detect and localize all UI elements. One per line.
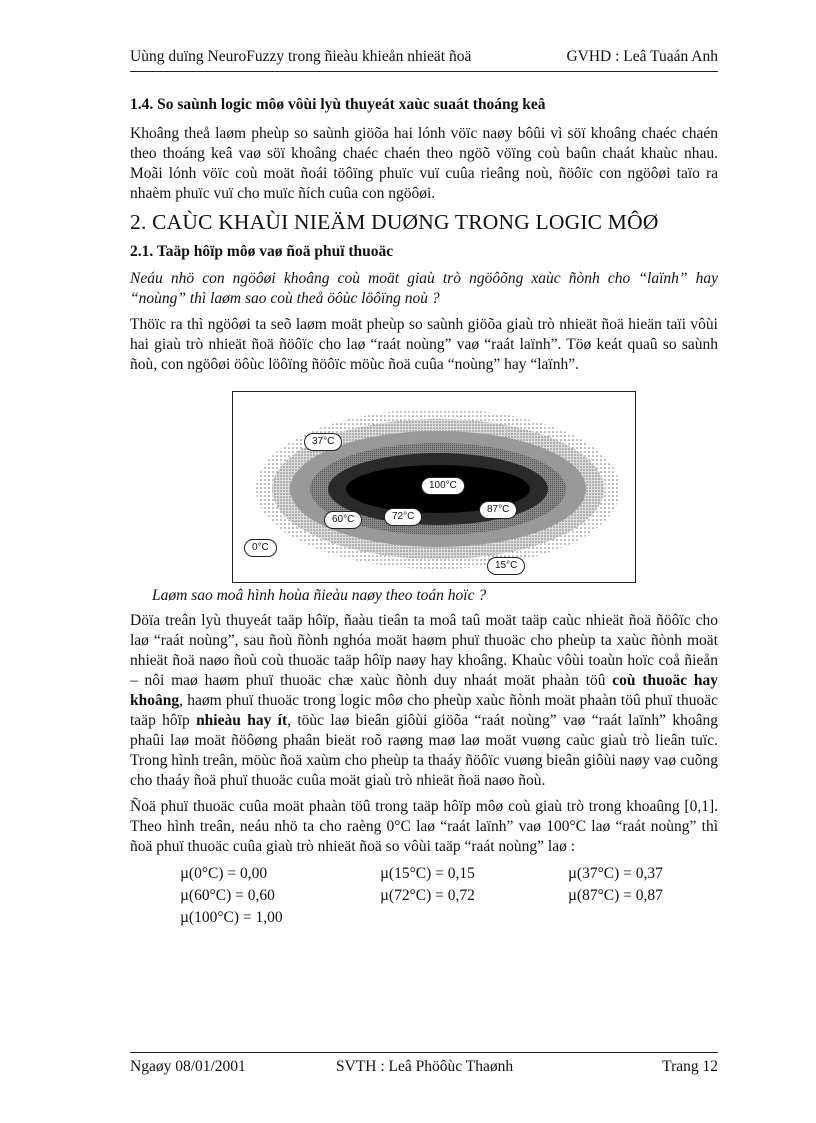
figure-caption: Laøm sao moâ hình hoùa ñieàu naøy theo toán hoïc ?: [152, 587, 487, 604]
header-title: Uùng duïng NeuroFuzzy trong ñieàu khieån nhieät ñoä: [130, 48, 472, 65]
footer-date: Ngaøy 08/01/2001: [130, 1058, 246, 1075]
label-100c: 100°C: [421, 477, 465, 495]
temperature-figure: [232, 391, 636, 583]
label-0c: 0°C: [244, 539, 277, 557]
membership-value: µ(87°C) = 0,87: [568, 887, 663, 904]
membership-value: µ(15°C) = 0,15: [380, 865, 475, 882]
page-content: [130, 96, 718, 929]
footer-page-number: Trang 12: [662, 1058, 718, 1075]
membership-value: µ(37°C) = 0,37: [568, 865, 663, 882]
section-1-4-title: 1.4. So saùnh logic môø vôùi lyù thuyeát xaùc suaát thoáng keâ: [130, 96, 546, 113]
label-37c: 37°C: [304, 433, 342, 451]
header-advisor: GVHD : Leâ Tuaán Anh: [566, 48, 718, 65]
page-footer: [130, 1052, 718, 1080]
question-text: Neáu nhö con ngöôøi khoâng coù moät giaù trò ngöôõng xaùc ñònh cho “laïnh” hay “noùng” thì laøm sao coù theå öôùc löôïng noù ?: [130, 270, 718, 307]
membership-value: µ(100°C) = 1,00: [180, 909, 283, 926]
page-header: [130, 48, 718, 72]
membership-value: µ(72°C) = 0,72: [380, 887, 475, 904]
paragraph-3: Ñoä phuï thuoäc cuûa moät phaàn töû trong taäp hôïp môø coù giaù trò trong khoaûng [0,1]. Theo hình treân, neáu nhö ta cho raèng 0°C laø “raát laïnh” vaø 100°C laø “raát noùng” thì ñoä phuï thuoäc cuûa giaù trò nhieät ñoä so vôùi taäp “raát noùng” laø :: [130, 798, 718, 855]
membership-value: µ(0°C) = 0,00: [180, 865, 268, 882]
bold-phrase-1: coù thuoäc hay khoâng: [130, 672, 719, 709]
label-87c: 87°C: [479, 501, 517, 519]
membership-value: µ(60°C) = 0,60: [180, 887, 275, 904]
bold-phrase-2: nhieàu hay ít: [196, 712, 288, 729]
paragraph-1: Thöïc ra thì ngöôøi ta seõ laøm moät pheùp so saùnh giöõa giaù trò nhieät ñoä hieän taïi vôùi hai giaù trò nhieät ñoä ñöôïc cho laø “raát noùng” vaø “raát laïnh”. Töø keát quaû so saùnh ñoù, con ngöôøi öôùc löôïng ñöôïc möùc ñoä cuûa “noùng” hay “laïnh”.: [130, 316, 718, 373]
chapter-2-title: 2. CAÙC KHAÙI NIEÄM DUØNG TRONG LOGIC MÔØ: [130, 210, 659, 234]
label-60c: 60°C: [324, 511, 362, 529]
label-72c: 72°C: [384, 508, 422, 526]
section-2-1-title: 2.1. Taäp hôïp môø vaø ñoä phuï thuoäc: [130, 243, 394, 260]
label-15c: 15°C: [487, 557, 525, 575]
paragraph-2: Döïa treân lyù thuyeát taäp hôïp, ñaàu tieân ta moâ taû moät taäp caùc nhieät ñoä ñöôïc cho laø “raát noùng”, sau ñoù ñònh nghóa moät haøm phuï thuoäc cho pheùp ta xaùc ñònh moät nhieät ñoä naøo ñoù coù thuoäc taäp hôïp naøy hay khoâng. Khaùc vôùi toaùn hoïc coå ñieån – nôi maø haøm phuï thuoäc chæ xaùc ñònh duy nhaát moät phaàn töû coù thuoäc hay khoâng, haøm phuï thuoäc trong logic môø cho pheùp xaùc ñònh moät phaàn töû phuï thuoäc taäp hôïp nhieàu hay ít, töùc laø bieân giôùi giöõa “raát noùng” vaø “raát laïnh” khoâng phaûi laø moät ñöôøng phaân bieät roõ raøng maø laø moät vuøng caùc giaù trò lieân tuïc. Trong hình treân, möùc ñoä xaùm cho pheùp ta thaáy ñöôïc vuøng bieân giôùi naøy vaø cuõng cho thaáy ñoä phuï thuoäc cuûa moät giaù trò nhieät ñoä naøo ñoù.: [130, 612, 719, 789]
footer-author: SVTH : Leâ Phöôùc Thaønh: [336, 1058, 514, 1075]
membership-values: [180, 863, 718, 929]
section-1-4-text: Khoâng theå laøm pheùp so saùnh giöõa hai lónh vöïc naøy bôûi vì söï khoâng chaéc chaén theo thoáng keâ vaø söï khoâng chaéc chaén theo ngöõ vöïng coù baûn chaát khaùc nhau. Moãi lónh vöïc coù moät ñoái töôïng phuïc vuï cuûa rieâng noù, ñöôïc con ngöôøi taïo ra nhaèm phuïc vuï cho muïc ñích cuûa con ngöôøi.: [130, 125, 718, 202]
